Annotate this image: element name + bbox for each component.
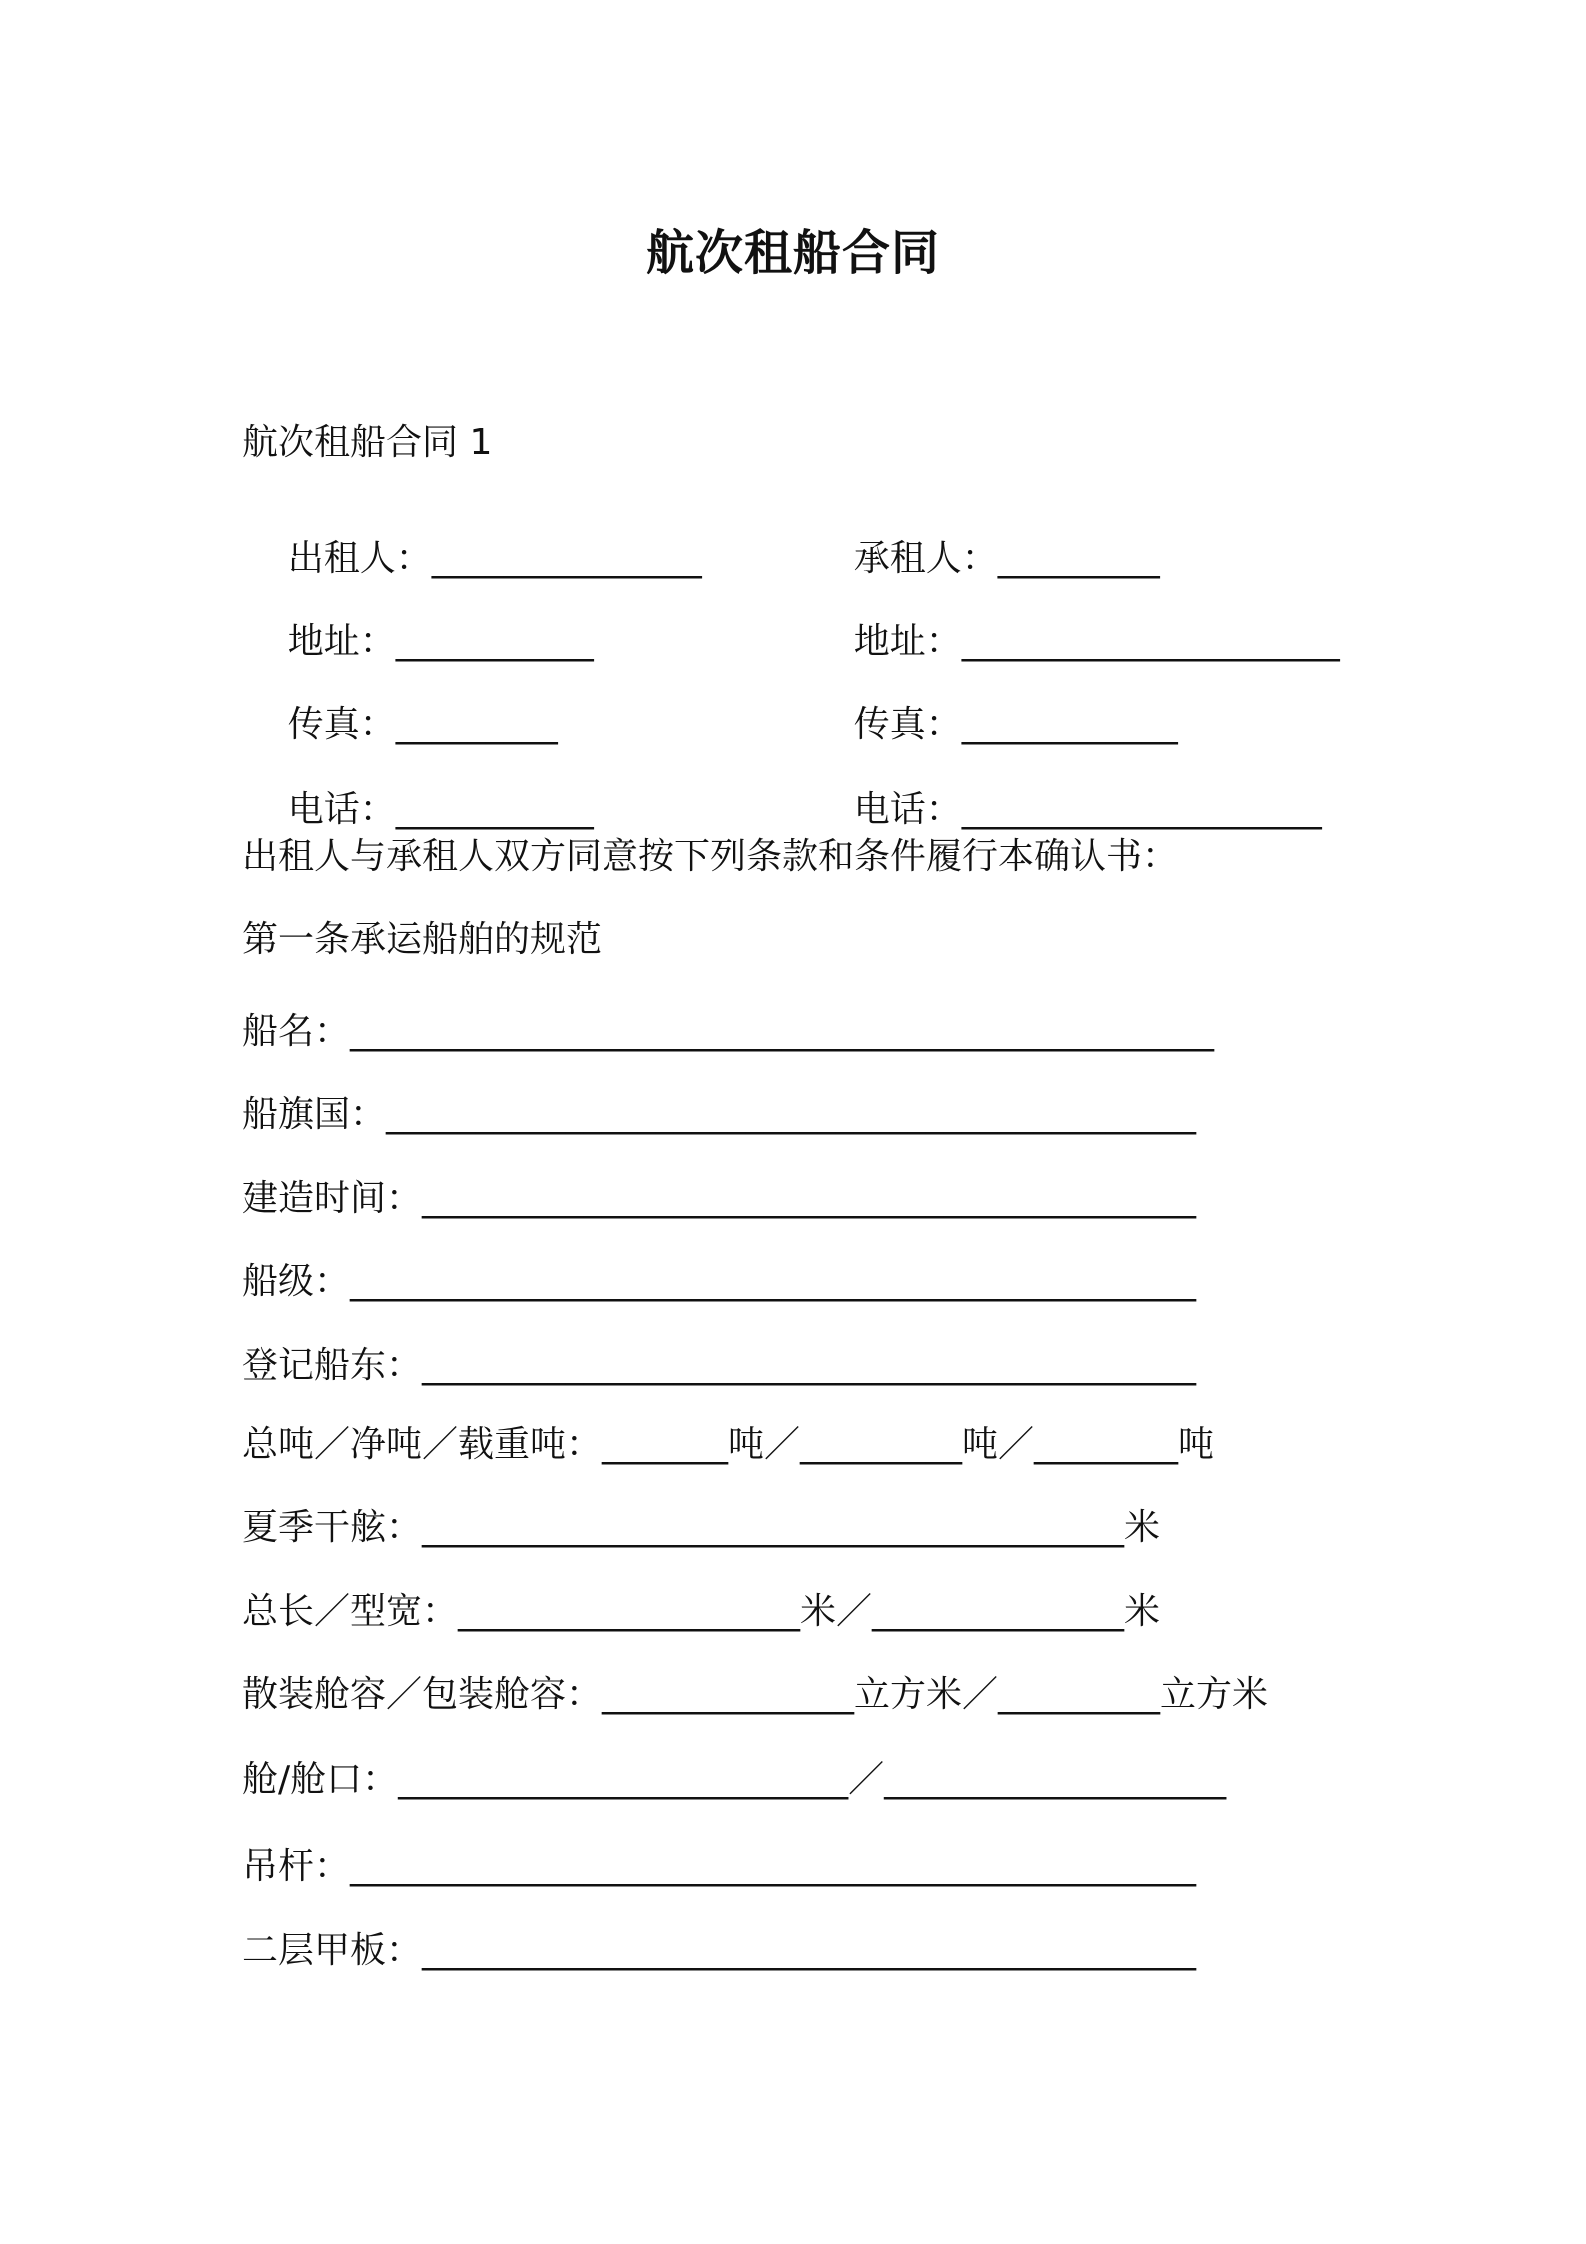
field-flag: 船旗国：_____________________________________________ xyxy=(242,1094,1197,1135)
field-tonnage: 总吨／净吨／载重吨：_______吨／_________吨／________吨 xyxy=(242,1424,1215,1465)
fax-left-blank: _________ xyxy=(395,704,558,745)
address-left-blank: ___________ xyxy=(395,621,594,662)
lessor-blank: _______________ xyxy=(431,538,702,579)
lessee-label: 承租人： xyxy=(853,538,998,579)
lessee-blank: _________ xyxy=(997,538,1160,579)
field-build-time: 建造时间：___________________________________________ xyxy=(242,1178,1197,1219)
document-subtitle: 航次租船合同 1 xyxy=(242,422,493,463)
field-length-beam: 总长／型宽：___________________米／______________米 xyxy=(242,1591,1161,1632)
article-1-title: 第一条承运船舶的规范 xyxy=(242,919,603,960)
phone-right-label: 电话： xyxy=(853,789,962,830)
fax-right-blank: ____________ xyxy=(961,704,1178,745)
address-right-blank: _____________________ xyxy=(961,621,1340,662)
field-derrick: 吊杆：_______________________________________________ xyxy=(242,1846,1197,1887)
field-ship-name: 船名：________________________________________________ xyxy=(242,1011,1215,1052)
field-hatch: 舱/舱口：_________________________／___________________ xyxy=(242,1759,1227,1800)
field-ship-class: 船级：_______________________________________________ xyxy=(242,1261,1197,1302)
address-right-label: 地址： xyxy=(853,621,962,662)
field-tween-deck: 二层甲板：___________________________________________ xyxy=(242,1930,1197,1971)
phone-right-blank: ____________________ xyxy=(961,789,1322,830)
agreement-text: 出租人与承租人双方同意按下列条款和条件履行本确认书： xyxy=(242,836,1179,877)
phone-left-label: 电话： xyxy=(287,789,396,830)
field-registered-owner: 登记船东：___________________________________________ xyxy=(242,1345,1197,1386)
lessor-label: 出租人： xyxy=(287,538,432,579)
field-summer-draft: 夏季干舷：_______________________________________米 xyxy=(242,1507,1161,1548)
address-left-label: 地址： xyxy=(287,621,396,662)
phone-left-blank: ___________ xyxy=(395,789,594,830)
fax-left-label: 传真： xyxy=(287,704,396,745)
fax-right-label: 传真： xyxy=(853,704,962,745)
field-capacity: 散装舱容／包装舱容：______________立方米／_________立方米 xyxy=(242,1674,1269,1715)
document-title: 航次租船合同 xyxy=(645,225,940,281)
